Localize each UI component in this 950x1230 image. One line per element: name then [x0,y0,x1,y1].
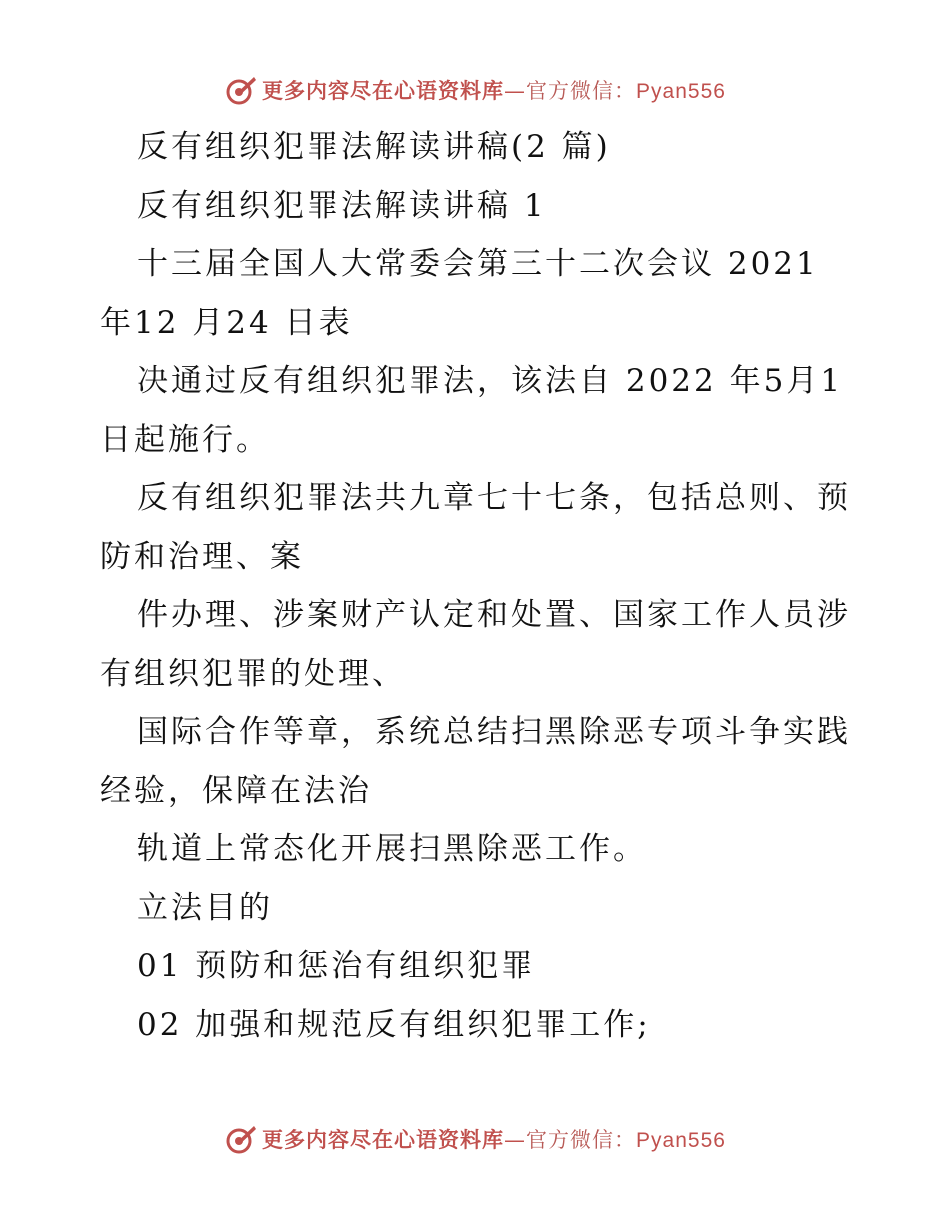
paragraph: 反有组织犯罪法共九章七十七条，包括总则、预防和治理、案 [100,480,851,575]
document-body [100,118,860,1054]
header-watermark [0,70,950,110]
watermark-text: 更多内容尽在心语资料库—官方微信：Pyan556 [262,79,726,103]
list-item: 01 预防和惩治有组织犯罪 [137,948,536,984]
quill-logo-icon [224,1122,258,1156]
paragraph: 国际合作等章，系统总结扫黑除恶专项斗争实践经验，保障在法治 [100,714,851,809]
section-heading: 反有组织犯罪法解读讲稿 1 [137,187,547,224]
paragraph: 十三届全国人大常委会第三十二次会议 2021 年12 月24 日表 [100,246,832,341]
watermark-text: 更多内容尽在心语资料库—官方微信：Pyan556 [262,1128,726,1152]
quill-logo-icon [224,73,258,107]
footer-watermark [0,1119,950,1159]
document-title: 反有组织犯罪法解读讲稿(2 篇) [137,129,611,165]
paragraph: 件办理、涉案财产认定和处置、国家工作人员涉有组织犯罪的处理、 [100,597,851,692]
list-item: 02 加强和规范反有组织犯罪工作; [137,1006,651,1043]
paragraph: 决通过反有组织犯罪法，该法自 2022 年5月1日起施行。 [100,363,844,458]
paragraph: 轨道上常态化开展扫黑除恶工作。 [137,831,647,867]
subheading: 立法目的 [137,889,273,926]
